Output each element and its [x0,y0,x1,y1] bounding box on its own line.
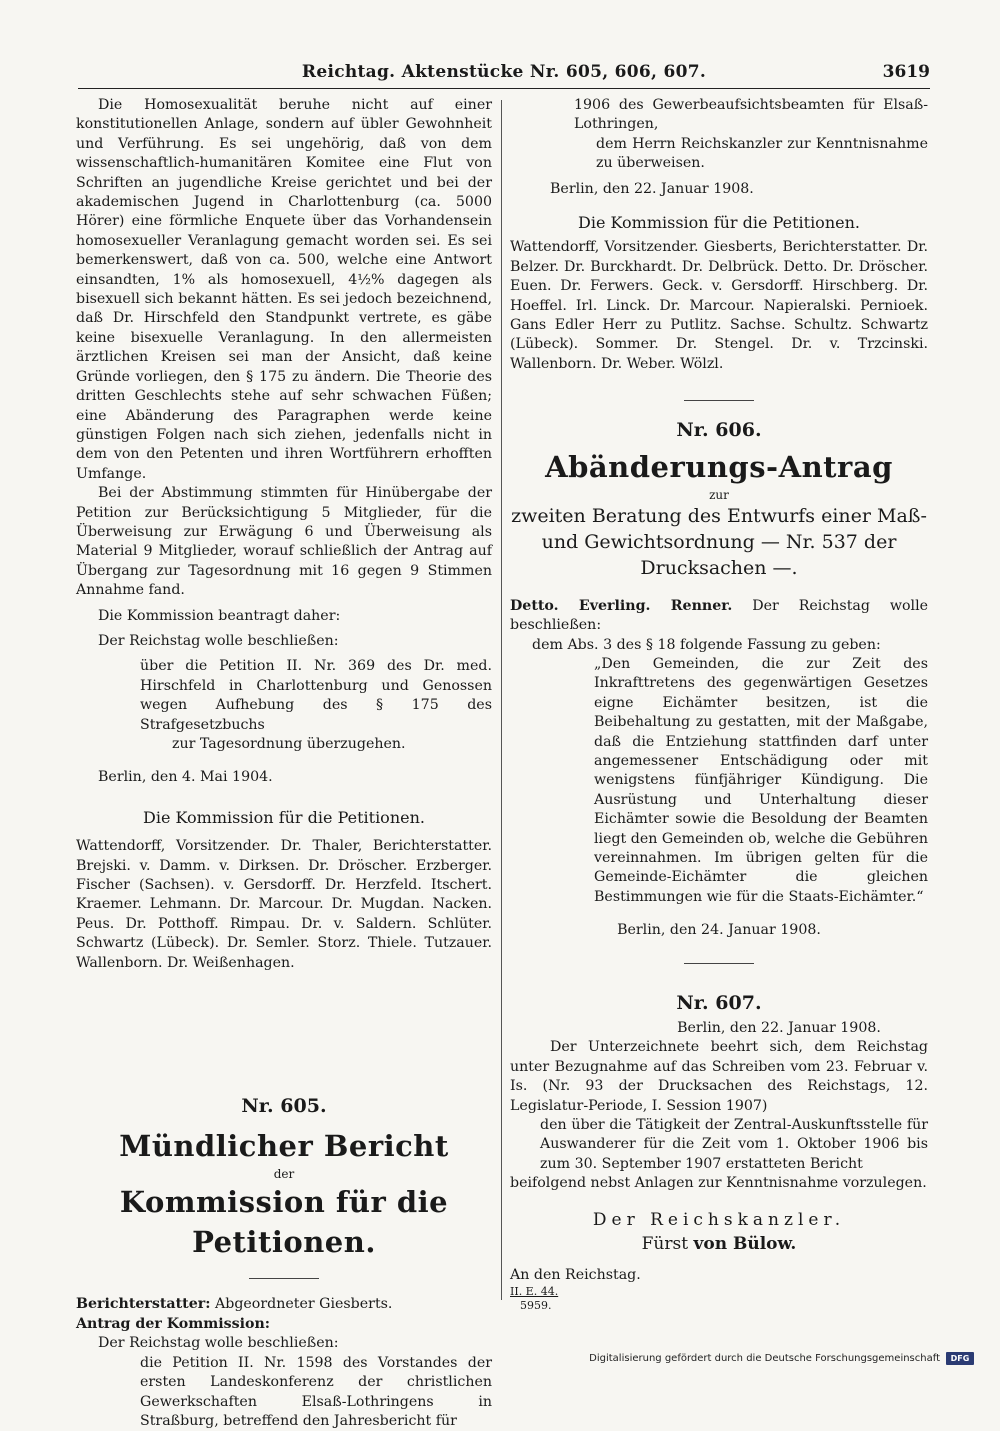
paragraph: Der Reichstag wolle beschließen: [98,1335,339,1352]
signature-prefix: Fürst [641,1233,689,1254]
paragraph: Die Kommission beantragt daher: [98,607,341,624]
connector-word: zur [709,487,729,502]
paragraph: Der Unterzeichnete beehrt sich, dem Reichstag unter Bezugnahme auf das Schreiben vom 23. Februar v. Is. (Nr. 93 der Drucksachen des Reichstags, 12. Legislatur-Periode, I. Session 1907) [510,1039,928,1114]
antragsteller: Detto. Everling. Renner. [510,597,733,614]
members-list: Wattendorff, Vorsitzender. Dr. Thaler, Berichterstatter. Brejski. v. Damm. v. Dirksen. Dr. Dröscher. Erzberger. Fischer (Sachsen). v. Gersdorff. Dr. Herzfeld. Itschert. Kraemer. Lehmann. Dr. Marcour. Dr. Mugdan. Nacken. Peus. Dr. Potthoff. Rimpau. Dr. v. Saldern. Schlüter. Schwartz (Lübeck). Dr. Semler. Storz. Thiele. Tutzauer. Wallenborn. Dr. Weißenhagen. [76,838,492,971]
paragraph: dem Herrn Reichskanzler zur Kenntnisnahme zu überweisen. [596,135,928,172]
antrag-heading: Antrag der Kommission: [76,1315,271,1332]
paragraph: die Petition II. Nr. 1598 des Vorstandes der ersten Landeskonferenz der christlichen Gewerkschaften Elsaß-Lothringens in Straßburg, betreffend den Jahresbericht für [140,1354,492,1429]
right-column [510,96,928,1313]
divider-rule [249,1278,319,1279]
commission-heading: Die Kommission für die Petitionen. [143,807,425,827]
document-number: Nr. 606. [676,419,762,442]
date-line: Berlin, den 22. Januar 1908. [677,1020,881,1036]
document-title: Mündlicher Bericht [119,1129,449,1164]
paragraph: Bei der Abstimmung stimmten für Hinübergabe der Petition zur Berücksichtigung 5 Mitglieder, für die Überweisung zur Erwägung 6 und Überweisung als Material 9 Mitglieder, worauf schließlich der Antrag auf Übergang zur Tagesordnung mit 16 gegen 9 Stimmen Annahme fand. [76,485,492,599]
antrag-line [510,597,928,636]
reporter-line [76,1295,492,1314]
document-number: Nr. 607. [676,991,762,1014]
connector-word: der [273,1167,295,1182]
paragraph: Der Reichstag wolle beschließen: [98,632,339,649]
document-title: Abänderungs-Antrag [545,449,893,484]
date-line: Berlin, den 24. Januar 1908. [617,922,821,939]
paragraph: Die Homosexualität beruhe nicht auf einer konstitutionellen Anlage, sondern auf übler Gewohnheit und Verführung. Es sei ungehörig, daß von dem wissenschaftlich-humanitären Komitee eine Flut von Schriften an jugendliche Kreise gerichtet und bei der akademischen Jugend in Charlottenburg (ca. 5000 Hörer) eine förmliche Enquete über das Vorhandensein homosexueller Veranlagung gemacht worden sei. Es sei bemerkenswert, daß von ca. 500, welche eine Antwort einsandten, 1% als homosexuell, 4½% dagegen als bisexuell sich bekannt hätten. Es sei jedoch bezeichnend, daß Dr. Hirschfeld den Standpunkt vertrete, es gäbe keine bisexuelle Veranlagung. In den allermeisten ärztlichen Kreisen sei man der Ansicht, daß keine Gründe vorliegen, den § 175 zu ändern. Die Theorie des dritten Geschlechts stehe auf sehr schwachen Füßen; eine Abänderung des Paragraphen werde keine günstigen Folgen nach sich ziehen, jedenfalls nicht in dem von den Petenten und ihren Wortführern erhofften Umfange. [76,97,492,482]
document-subtitle: Kommission für die Petitionen. [119,1185,449,1260]
column-divider [501,100,502,1300]
footer-credit [589,1352,974,1365]
quoted-text: „Den Gemeinden, die zur Zeit des Inkrafttretens des gegenwärtigen Gesetzes eigne Eichämter besitzen, ist die Beibehaltung zu gestatten, mit der Maßgabe, daß die Entziehung stattfinden darf unter angemessener Entschädigung oder mit wenigstens fünfjähriger Kündigung. Die Ausrüstung und Unterhaltung dieser Eichämter sowie die Besoldung der Beamten liegt den Gemeinden ob, welche die Gebühren vereinnahmen. Im übrigen gelten für die Gemeinde-Eichämter die gleichen Bestimmungen wie für die Staats-Eichämter.“ [594,655,928,905]
reporter-name: Abgeordneter Giesberts. [215,1296,393,1313]
document-number: Nr. 605. [241,1095,327,1118]
paragraph: zur Tagesordnung überzugehen. [172,736,406,752]
date-line: Berlin, den 4. Mai 1904. [98,769,273,786]
paragraph: dem Abs. 3 des § 18 folgende Fassung zu geben: [532,636,881,653]
paragraph: den über die Tätigkeit der Zentral-Auskunftsstelle für Auswanderer für die Zeit vom 1. Oktober 1906 bis zum 30. September 1907 erstatteten Bericht [540,1117,928,1172]
header-title: Reichtag. Aktenstücke Nr. 605, 606, 607. [301,62,707,82]
divider-rule [684,400,754,401]
reference-number: 5959. [520,1299,552,1313]
left-column [76,96,492,1431]
paragraph: beifolgend nebst Anlagen zur Kenntnisnahme vorzulegen. [510,1175,927,1192]
commission-heading: Die Kommission für die Petitionen. [578,213,860,233]
paragraph: 1906 des Gewerbeaufsichtsbeamten für Elsaß-Lothringen, [574,97,928,133]
divider-rule [684,963,754,964]
reference-code: II. E. 44. [510,1285,559,1299]
antrag-text: Der Reichstag wolle beschließen: [510,597,928,634]
signature-name [510,1232,928,1256]
members-list: Wattendorff, Vorsitzender. Giesberts, Berichterstatter. Dr. Belzer. Dr. Burckhardt. Dr. Delbrück. Detto. Dr. Dröscher. Euen. Dr. Ferwers. Geck. v. Gersdorff. Hirschberg. Dr. Hoeffel. Irl. Linck. Dr. Marcour. Napieralski. Pernioek. Gans Edler Herr zu Putlitz. Sachse. Schultz. Schwartz (Lübeck). Sommer. Dr. Stengel. Dr. v. Trzcinski. Wallenborn. Dr. Weber. Wölzl. [510,239,928,372]
document-subtitle: zweiten Beratung des Entwurfs einer Maß- und Gewichtsordnung — Nr. 537 der Drucksachen —. [511,504,927,579]
footer-text: Digitalisierung gefördert durch die Deutsche Forschungsgemeinschaft [589,1353,940,1364]
signature-title: Der Reichskanzler. [592,1209,846,1230]
reporter-label: Berichterstatter: [76,1296,211,1313]
dfg-logo-icon: DFG [946,1352,974,1365]
paragraph: über die Petition II. Nr. 369 des Dr. med. Hirschfeld in Charlottenburg und Genossen wegen Aufhebung des § 175 des Strafgesetzbuchs [140,658,492,733]
date-line: Berlin, den 22. Januar 1908. [550,180,754,197]
addressee: An den Reichstag. [510,1266,641,1283]
signature-surname: von Bülow. [693,1233,797,1254]
page-number: 3619 [882,62,930,82]
page-header [78,58,930,89]
